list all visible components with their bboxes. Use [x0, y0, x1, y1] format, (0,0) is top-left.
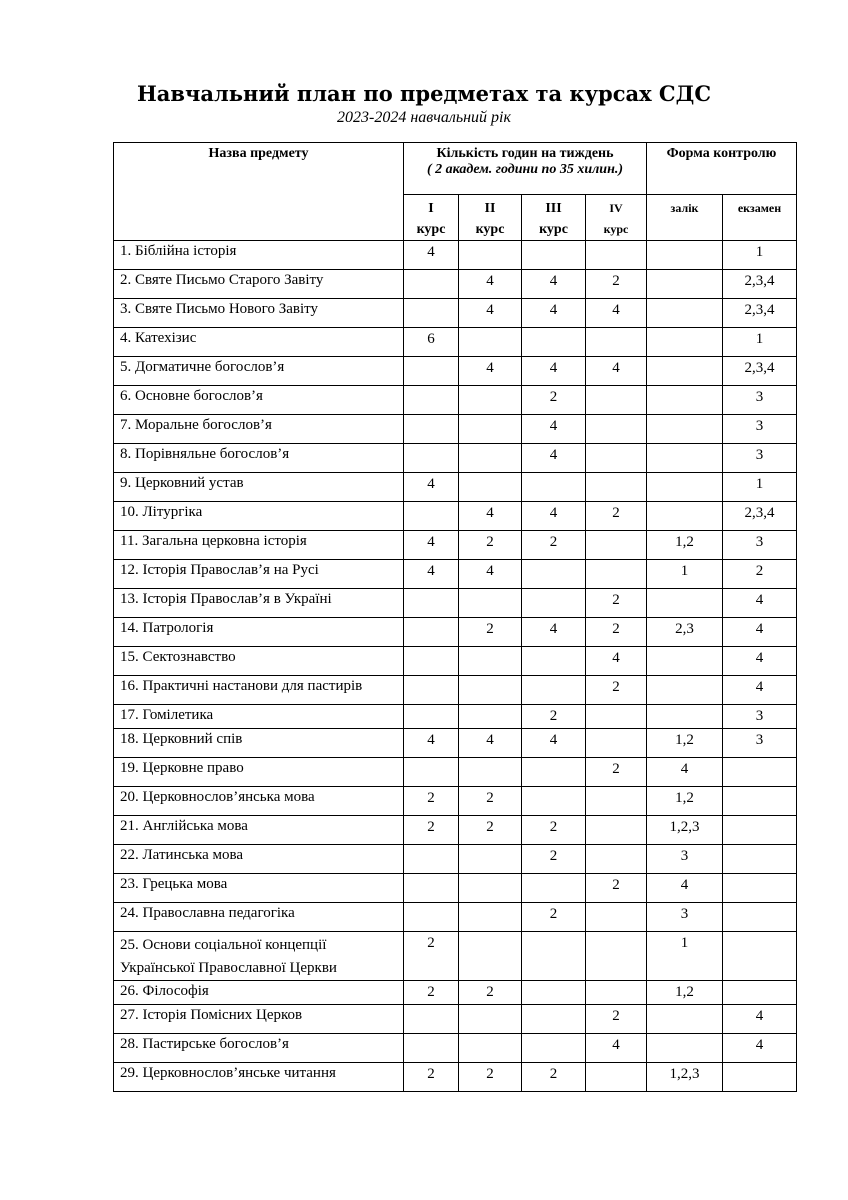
cell-c2: [459, 874, 522, 903]
table-row: [114, 560, 797, 589]
subject-name: 11. Загальна церковна історія: [114, 531, 404, 560]
cell-credit: [647, 270, 723, 299]
cell-c4: 2: [586, 502, 647, 531]
cell-c3: [522, 241, 586, 270]
table-row: [114, 981, 797, 1005]
cell-c2: 2: [459, 1063, 522, 1092]
cell-c4: [586, 816, 647, 845]
cell-c1: [404, 705, 459, 729]
cell-c1: [404, 299, 459, 328]
subject-name: 7. Моральне богослов’я: [114, 415, 404, 444]
table-row: [114, 1063, 797, 1092]
cell-c1: 4: [404, 241, 459, 270]
subject-name: 26. Філософія: [114, 981, 404, 1005]
cell-c4: 4: [586, 357, 647, 386]
cell-c3: 4: [522, 299, 586, 328]
cell-exam: 3: [723, 415, 797, 444]
table-row: [114, 444, 797, 473]
cell-exam: 1: [723, 241, 797, 270]
table-row: [114, 299, 797, 328]
subject-name: 16. Практичні настанови для пастирів: [114, 676, 404, 705]
cell-exam: 3: [723, 444, 797, 473]
cell-c1: 6: [404, 328, 459, 357]
credit-header: залік: [647, 195, 723, 241]
cell-credit: 1,2: [647, 787, 723, 816]
cell-exam: [723, 874, 797, 903]
cell-c3: [522, 1034, 586, 1063]
cell-exam: 4: [723, 1005, 797, 1034]
cell-credit: 4: [647, 874, 723, 903]
cell-c3: [522, 560, 586, 589]
cell-exam: 2,3,4: [723, 502, 797, 531]
cell-credit: [647, 473, 723, 502]
page-title: Навчальний план по предметах та курсах СДС: [136, 81, 712, 106]
cell-credit: 1: [647, 932, 723, 981]
page-subtitle: 2023-2024 навчальний рік: [337, 109, 511, 126]
subject-name: 20. Церковнослов’янська мова: [114, 787, 404, 816]
table-row: [114, 729, 797, 758]
cell-c3: [522, 589, 586, 618]
cell-credit: [647, 241, 723, 270]
subject-name: 27. Історія Помісних Церков: [114, 1005, 404, 1034]
table-row: [114, 758, 797, 787]
cell-c3: [522, 932, 586, 981]
cell-exam: 1: [723, 328, 797, 357]
cell-c1: 2: [404, 932, 459, 981]
cell-exam: [723, 1063, 797, 1092]
cell-c4: [586, 981, 647, 1005]
cell-c1: [404, 1034, 459, 1063]
cell-c1: [404, 415, 459, 444]
subject-name: 23. Грецька мова: [114, 874, 404, 903]
cell-c2: [459, 241, 522, 270]
cell-c4: [586, 241, 647, 270]
cell-c3: 4: [522, 618, 586, 647]
subject-name: 5. Догматичне богослов’я: [114, 357, 404, 386]
cell-c2: [459, 1034, 522, 1063]
cell-c1: 4: [404, 531, 459, 560]
cell-exam: 4: [723, 647, 797, 676]
cell-c4: [586, 787, 647, 816]
cell-c2: [459, 758, 522, 787]
cell-c2: [459, 705, 522, 729]
hours-header-label: Кількість годин на тиждень: [436, 146, 614, 161]
table-row: [114, 618, 797, 647]
cell-c3: 2: [522, 386, 586, 415]
cell-c4: [586, 705, 647, 729]
cell-c3: [522, 981, 586, 1005]
cell-c2: [459, 903, 522, 932]
cell-exam: [723, 903, 797, 932]
cell-c4: [586, 932, 647, 981]
cell-c2: 2: [459, 531, 522, 560]
cell-c4: [586, 328, 647, 357]
cell-c2: 4: [459, 299, 522, 328]
cell-c4: 2: [586, 589, 647, 618]
cell-c2: [459, 328, 522, 357]
cell-exam: 3: [723, 729, 797, 758]
cell-c2: [459, 386, 522, 415]
cell-credit: [647, 299, 723, 328]
cell-c4: 4: [586, 647, 647, 676]
cell-exam: 3: [723, 386, 797, 415]
table-row: [114, 845, 797, 874]
header-row: [114, 143, 797, 195]
cell-exam: 4: [723, 676, 797, 705]
cell-credit: 1,2,3: [647, 1063, 723, 1092]
hours-header: [404, 143, 647, 195]
subject-name: 15. Сектознавство: [114, 647, 404, 676]
table-row: [114, 932, 797, 981]
cell-c1: [404, 758, 459, 787]
control-header: Форма контролю: [647, 143, 797, 195]
cell-c2: 2: [459, 981, 522, 1005]
table-row: [114, 357, 797, 386]
cell-c3: 4: [522, 444, 586, 473]
subject-name: 1. Біблійна історія: [114, 241, 404, 270]
cell-c2: 4: [459, 560, 522, 589]
cell-exam: 2,3,4: [723, 270, 797, 299]
table-row: [114, 270, 797, 299]
cell-credit: 1,2: [647, 729, 723, 758]
subject-name: 22. Латинська мова: [114, 845, 404, 874]
cell-exam: 2: [723, 560, 797, 589]
exam-header: екзамен: [723, 195, 797, 241]
cell-c2: [459, 473, 522, 502]
cell-c2: 2: [459, 787, 522, 816]
cell-c4: 4: [586, 299, 647, 328]
cell-c4: [586, 531, 647, 560]
cell-c1: [404, 357, 459, 386]
cell-c4: 2: [586, 758, 647, 787]
subject-header: Назва предмету: [114, 143, 404, 241]
cell-c3: 2: [522, 531, 586, 560]
course-4-header: IV курс: [586, 195, 647, 241]
cell-c1: 4: [404, 560, 459, 589]
cell-c2: [459, 932, 522, 981]
cell-c2: [459, 444, 522, 473]
cell-c3: 2: [522, 816, 586, 845]
cell-c1: 2: [404, 787, 459, 816]
cell-c4: [586, 560, 647, 589]
cell-c4: 2: [586, 874, 647, 903]
cell-credit: [647, 386, 723, 415]
cell-credit: 1,2: [647, 531, 723, 560]
cell-c4: 2: [586, 1005, 647, 1034]
cell-credit: [647, 647, 723, 676]
table-row: [114, 386, 797, 415]
cell-c4: [586, 444, 647, 473]
cell-c1: [404, 618, 459, 647]
cell-credit: [647, 1034, 723, 1063]
cell-exam: [723, 758, 797, 787]
cell-exam: [723, 816, 797, 845]
course-2-header: II курс: [459, 195, 522, 241]
subject-name: 24. Православна педагогіка: [114, 903, 404, 932]
cell-c3: [522, 473, 586, 502]
cell-c2: [459, 676, 522, 705]
subject-name: 13. Історія Православ’я в Україні: [114, 589, 404, 618]
cell-exam: [723, 932, 797, 981]
course-1-header: I курс: [404, 195, 459, 241]
cell-credit: 1,2: [647, 981, 723, 1005]
cell-c1: 4: [404, 729, 459, 758]
cell-credit: [647, 705, 723, 729]
subject-name: 8. Порівняльне богослов’я: [114, 444, 404, 473]
cell-c1: [404, 589, 459, 618]
subject-name: 2. Святе Письмо Старого Завіту: [114, 270, 404, 299]
cell-exam: [723, 787, 797, 816]
table-row: [114, 705, 797, 729]
table-row: [114, 531, 797, 560]
cell-c2: [459, 845, 522, 874]
cell-credit: [647, 357, 723, 386]
table-row: [114, 903, 797, 932]
cell-c3: [522, 328, 586, 357]
cell-c3: 4: [522, 357, 586, 386]
curriculum-table: [113, 142, 797, 1092]
table-row: [114, 473, 797, 502]
cell-exam: 3: [723, 705, 797, 729]
cell-exam: [723, 981, 797, 1005]
cell-c1: [404, 845, 459, 874]
cell-c4: 4: [586, 1034, 647, 1063]
cell-exam: 4: [723, 589, 797, 618]
subject-name: 14. Патрологія: [114, 618, 404, 647]
cell-c2: [459, 415, 522, 444]
cell-c1: 2: [404, 816, 459, 845]
cell-c1: [404, 270, 459, 299]
cell-credit: [647, 589, 723, 618]
cell-c2: 2: [459, 618, 522, 647]
subject-name: 12. Історія Православ’я на Русі: [114, 560, 404, 589]
cell-c4: [586, 386, 647, 415]
table-row: [114, 1034, 797, 1063]
table-row: [114, 874, 797, 903]
cell-c3: 4: [522, 415, 586, 444]
cell-c3: 2: [522, 1063, 586, 1092]
cell-credit: [647, 676, 723, 705]
course-3-header: III курс: [522, 195, 586, 241]
cell-exam: 2,3,4: [723, 357, 797, 386]
cell-c4: [586, 1063, 647, 1092]
cell-credit: [647, 328, 723, 357]
cell-exam: 2,3,4: [723, 299, 797, 328]
table-row: [114, 415, 797, 444]
cell-credit: 1: [647, 560, 723, 589]
cell-credit: 1,2,3: [647, 816, 723, 845]
subject-name: 6. Основне богослов’я: [114, 386, 404, 415]
cell-c4: [586, 903, 647, 932]
cell-c4: [586, 845, 647, 874]
cell-c2: [459, 1005, 522, 1034]
cell-credit: [647, 502, 723, 531]
cell-credit: [647, 1005, 723, 1034]
table-row: [114, 676, 797, 705]
cell-c3: [522, 647, 586, 676]
cell-c3: [522, 676, 586, 705]
table-row: [114, 502, 797, 531]
cell-c2: 4: [459, 729, 522, 758]
cell-c1: [404, 444, 459, 473]
cell-c2: [459, 647, 522, 676]
table-row: [114, 241, 797, 270]
subject-name: 9. Церковний устав: [114, 473, 404, 502]
subject-name: 28. Пастирське богослов’я: [114, 1034, 404, 1063]
cell-c1: [404, 903, 459, 932]
cell-c3: 4: [522, 729, 586, 758]
cell-c2: 4: [459, 502, 522, 531]
subject-name: 25. Основи соціальної концепції Української Православної Церкви: [114, 932, 404, 981]
cell-exam: 1: [723, 473, 797, 502]
cell-c2: 2: [459, 816, 522, 845]
cell-c3: 2: [522, 705, 586, 729]
subject-name: 3. Святе Письмо Нового Завіту: [114, 299, 404, 328]
cell-c1: [404, 676, 459, 705]
cell-exam: 4: [723, 618, 797, 647]
cell-c4: [586, 729, 647, 758]
cell-c1: 2: [404, 1063, 459, 1092]
cell-credit: [647, 415, 723, 444]
cell-c4: 2: [586, 618, 647, 647]
cell-credit: [647, 444, 723, 473]
table-row: [114, 647, 797, 676]
cell-c3: [522, 874, 586, 903]
cell-c2: 4: [459, 357, 522, 386]
subject-name: 19. Церковне право: [114, 758, 404, 787]
cell-c4: [586, 473, 647, 502]
cell-c1: [404, 1005, 459, 1034]
cell-c3: [522, 758, 586, 787]
cell-exam: 3: [723, 531, 797, 560]
cell-c1: 4: [404, 473, 459, 502]
cell-exam: 4: [723, 1034, 797, 1063]
cell-c3: 4: [522, 502, 586, 531]
cell-c2: [459, 589, 522, 618]
table-row: [114, 589, 797, 618]
cell-c1: [404, 874, 459, 903]
cell-c3: 4: [522, 270, 586, 299]
subject-name: 21. Англійська мова: [114, 816, 404, 845]
table-row: [114, 787, 797, 816]
subject-name: 18. Церковний спів: [114, 729, 404, 758]
subject-name: 10. Літургіка: [114, 502, 404, 531]
cell-c4: 2: [586, 270, 647, 299]
cell-c4: [586, 415, 647, 444]
cell-c1: 2: [404, 981, 459, 1005]
table-row: [114, 1005, 797, 1034]
cell-credit: 4: [647, 758, 723, 787]
cell-c4: 2: [586, 676, 647, 705]
cell-c3: 2: [522, 845, 586, 874]
subject-name: 4. Катехізис: [114, 328, 404, 357]
cell-c3: 2: [522, 903, 586, 932]
cell-credit: 2,3: [647, 618, 723, 647]
cell-c3: [522, 1005, 586, 1034]
cell-c1: [404, 647, 459, 676]
cell-c2: 4: [459, 270, 522, 299]
hours-header-note: ( 2 академ. години по 35 хилин.): [426, 162, 624, 177]
cell-credit: 3: [647, 845, 723, 874]
subject-name: 17. Гомілетика: [114, 705, 404, 729]
table-row: [114, 816, 797, 845]
cell-credit: 3: [647, 903, 723, 932]
cell-exam: [723, 845, 797, 874]
cell-c1: [404, 386, 459, 415]
cell-c1: [404, 502, 459, 531]
subject-name: 29. Церковнослов’янське читання: [114, 1063, 404, 1092]
cell-c3: [522, 787, 586, 816]
table-row: [114, 328, 797, 357]
